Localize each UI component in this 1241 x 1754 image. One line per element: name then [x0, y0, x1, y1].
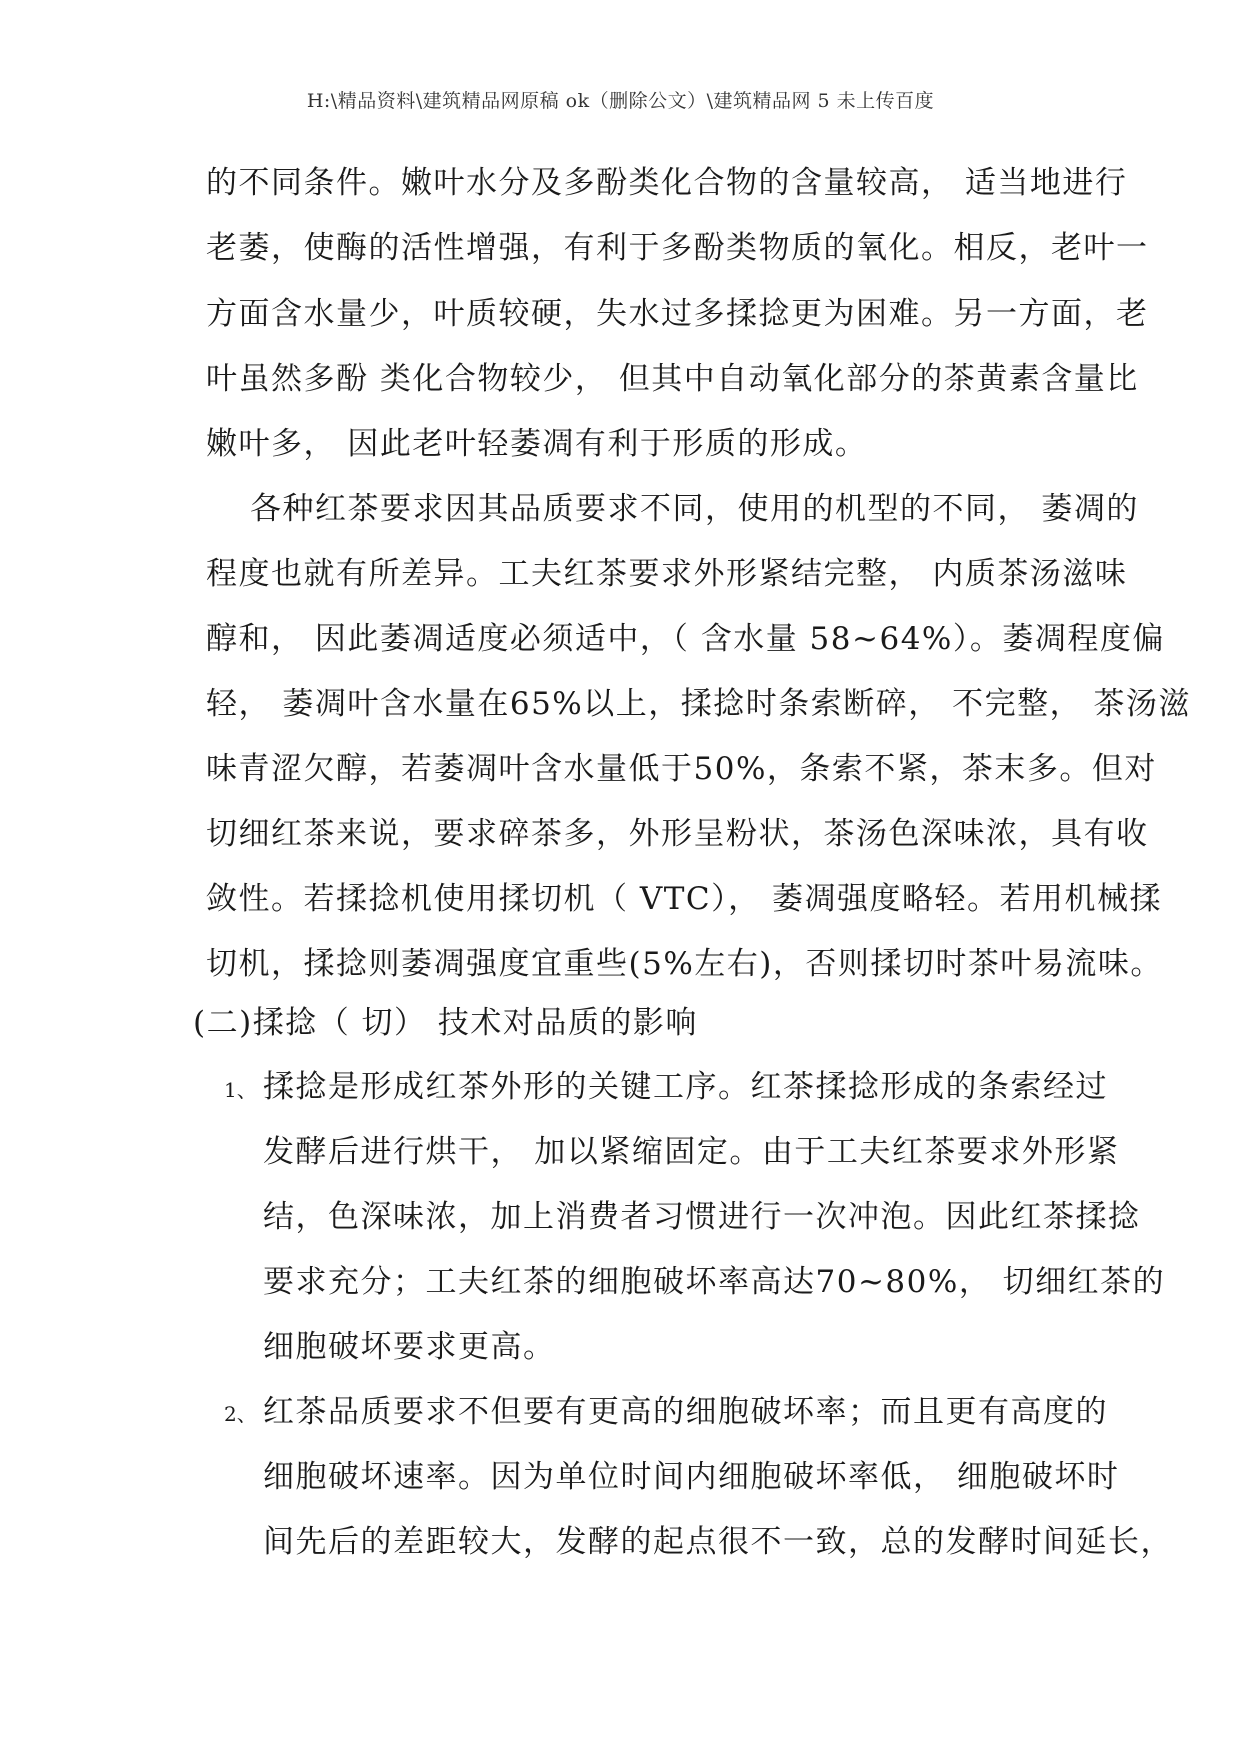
file-path-header: H:\精品资料\建筑精品网原稿 ok（删除公文）\建筑精品网 5 未上传百度	[306, 90, 935, 112]
text-line: 嫩叶多， 因此老叶轻萎凋有利于形质的形成。	[206, 426, 868, 462]
text-line: 发酵后进行烘干， 加以紧缩固定。由于工夫红茶要求外形紧	[263, 1134, 1120, 1170]
text-line: 各种红茶要求因其品质要求不同，使用的机型的不同， 萎凋的	[250, 491, 1139, 527]
text-line: 切机，揉捻则萎凋强度宜重些(5%左右)，否则揉切时茶叶易流味。	[206, 946, 1163, 982]
text-line: 醇和， 因此萎凋适度必须适中，（ 含水量 58~64%）。萎凋程度偏	[206, 621, 1165, 657]
list-marker: 2、	[224, 1402, 257, 1426]
text-line: 间先后的差距较大，发酵的起点很不一致，总的发酵时间延长，	[263, 1524, 1173, 1560]
text-line: 程度也就有所差异。工夫红茶要求外形紧结完整， 内质茶汤滋味	[206, 556, 1128, 592]
text-line: 老萎，使酶的活性增强，有利于多酚类物质的氧化。相反，老叶一	[206, 230, 1149, 266]
list-marker: 1、	[224, 1078, 257, 1102]
text-line: 敛性。若揉捻机使用揉切机（ VTC）， 萎凋强度略轻。若用机械揉	[206, 881, 1162, 917]
text-line: 要求充分；工夫红茶的细胞破坏率高达70~80%， 切细红茶的	[263, 1264, 1166, 1300]
text-line: 揉捻是形成红茶外形的关键工序。红茶揉捻形成的条索经过	[263, 1069, 1108, 1105]
section-heading: (二)揉捻（ 切） 技术对品质的影响	[193, 1005, 698, 1041]
text-line: 结，色深味浓，加上消费者习惯进行一次冲泡。因此红茶揉捻	[263, 1199, 1141, 1235]
text-line: 叶虽然多酚 类化合物较少， 但其中自动氧化部分的茶黄素含量比	[206, 361, 1139, 397]
text-line: 切细红茶来说，要求碎茶多，外形呈粉状，茶汤色深味浓，具有收	[206, 816, 1149, 852]
text-line: 细胞破坏速率。因为单位时间内细胞破坏率低， 细胞破坏时	[263, 1459, 1120, 1495]
text-line: 味青涩欠醇，若萎凋叶含水量低于50%，条索不紧，茶末多。但对	[206, 751, 1157, 787]
text-line: 方面含水量少，叶质较硬，失水过多揉捻更为困难。另一方面，老	[206, 296, 1149, 332]
text-line: 细胞破坏要求更高。	[263, 1329, 556, 1365]
text-line: 红茶品质要求不但要有更高的细胞破坏率；而且更有高度的	[263, 1394, 1108, 1430]
text-line: 的不同条件。嫩叶水分及多酚类化合物的含量较高， 适当地进行	[206, 165, 1128, 201]
text-line: 轻， 萎凋叶含水量在65%以上，揉捻时条索断碎， 不完整， 茶汤滋	[206, 686, 1191, 722]
